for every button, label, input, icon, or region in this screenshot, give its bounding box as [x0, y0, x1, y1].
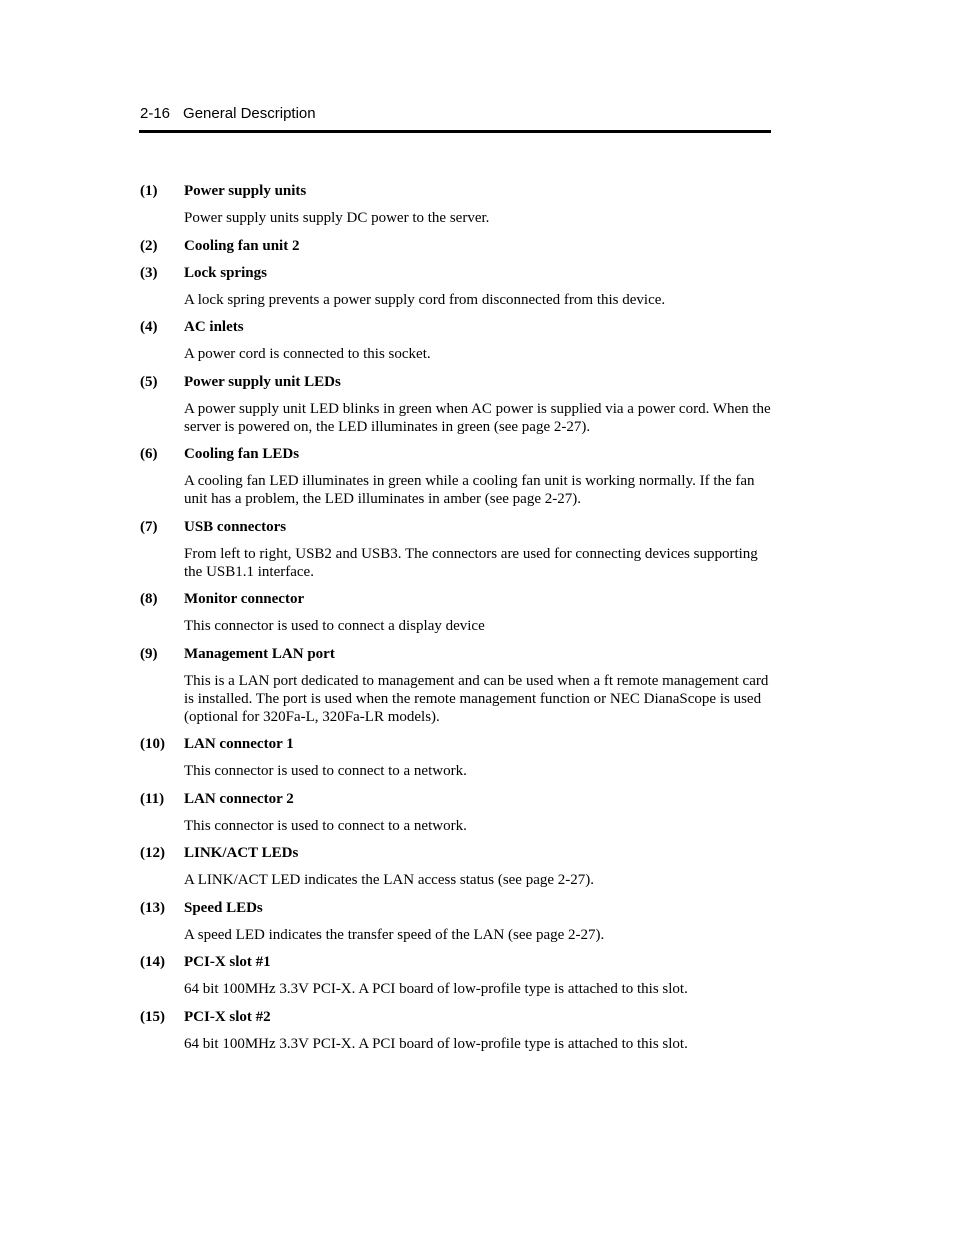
item-number: (10) — [140, 736, 165, 752]
header-rule — [139, 130, 771, 133]
item-number: (4) — [140, 319, 158, 335]
item-description: Power supply units supply DC power to the server. — [184, 210, 490, 226]
item-number: (15) — [140, 1009, 165, 1025]
item-description: This is a LAN port dedicated to management and can be used when a ft remote management card is installed. The port is used when the remote management function or NEC DianaScope is used (optional for 320Fa-L, 320Fa-LR models). — [184, 673, 769, 725]
item-description: 64 bit 100MHz 3.3V PCI-X. A PCI board of low-profile type is attached to this slot. — [184, 1036, 688, 1052]
item-number: (6) — [140, 446, 158, 462]
item-title: Cooling fan LEDs — [184, 446, 300, 462]
item-title: Lock springs — [184, 265, 267, 281]
item-number: (14) — [140, 954, 165, 970]
item-title: Management LAN port — [184, 646, 335, 662]
item-title: Monitor connector — [184, 591, 305, 607]
page-number: 2-16 — [140, 105, 171, 122]
item-title: PCI-X slot #1 — [184, 954, 271, 970]
item-number: (13) — [140, 900, 165, 916]
item-title: AC inlets — [184, 319, 244, 335]
item-description: A LINK/ACT LED indicates the LAN access status (see page 2-27). — [184, 872, 595, 888]
item-number: (8) — [140, 591, 158, 607]
section-title: General Description — [183, 105, 316, 122]
item-description: A power cord is connected to this socket. — [184, 346, 431, 362]
item-title: LAN connector 2 — [184, 791, 294, 807]
item-title: Cooling fan unit 2 — [184, 238, 300, 254]
item-description: A power supply unit LED blinks in green when AC power is supplied via a power cord. When the server is powered on, the LED illuminates in green (see page 2-27). — [184, 401, 771, 435]
item-description: This connector is used to connect to a network. — [184, 818, 467, 834]
item-number: (3) — [140, 265, 158, 281]
item-number: (7) — [140, 519, 158, 535]
item-description: This connector is used to connect to a network. — [184, 763, 467, 779]
item-title: USB connectors — [184, 519, 287, 535]
item-title: LAN connector 1 — [184, 736, 294, 752]
item-description: This connector is used to connect a display device — [184, 618, 485, 634]
item-title: Speed LEDs — [184, 900, 263, 916]
item-number: (5) — [140, 374, 158, 390]
item-title: Power supply unit LEDs — [184, 374, 341, 390]
item-number: (11) — [140, 791, 165, 807]
item-description: 64 bit 100MHz 3.3V PCI-X. A PCI board of low-profile type is attached to this slot. — [184, 981, 688, 997]
item-title: LINK/ACT LEDs — [184, 845, 299, 861]
item-description: A cooling fan LED illuminates in green while a cooling fan unit is working normally. If the fan unit has a problem, the LED illuminates in amber (see page 2-27). — [184, 473, 755, 507]
item-description: A speed LED indicates the transfer speed of the LAN (see page 2-27). — [184, 927, 605, 943]
item-number: (12) — [140, 845, 165, 861]
item-title: PCI-X slot #2 — [184, 1009, 271, 1025]
item-number: (1) — [140, 183, 158, 199]
item-number: (2) — [140, 238, 158, 254]
page-header — [140, 105, 316, 122]
item-title: Power supply units — [184, 183, 307, 199]
item-description: From left to right, USB2 and USB3. The connectors are used for connecting devices supporting the USB1.1 interface. — [184, 546, 758, 580]
item-description: A lock spring prevents a power supply cord from disconnected from this device. — [184, 292, 666, 308]
item-number: (9) — [140, 646, 158, 662]
